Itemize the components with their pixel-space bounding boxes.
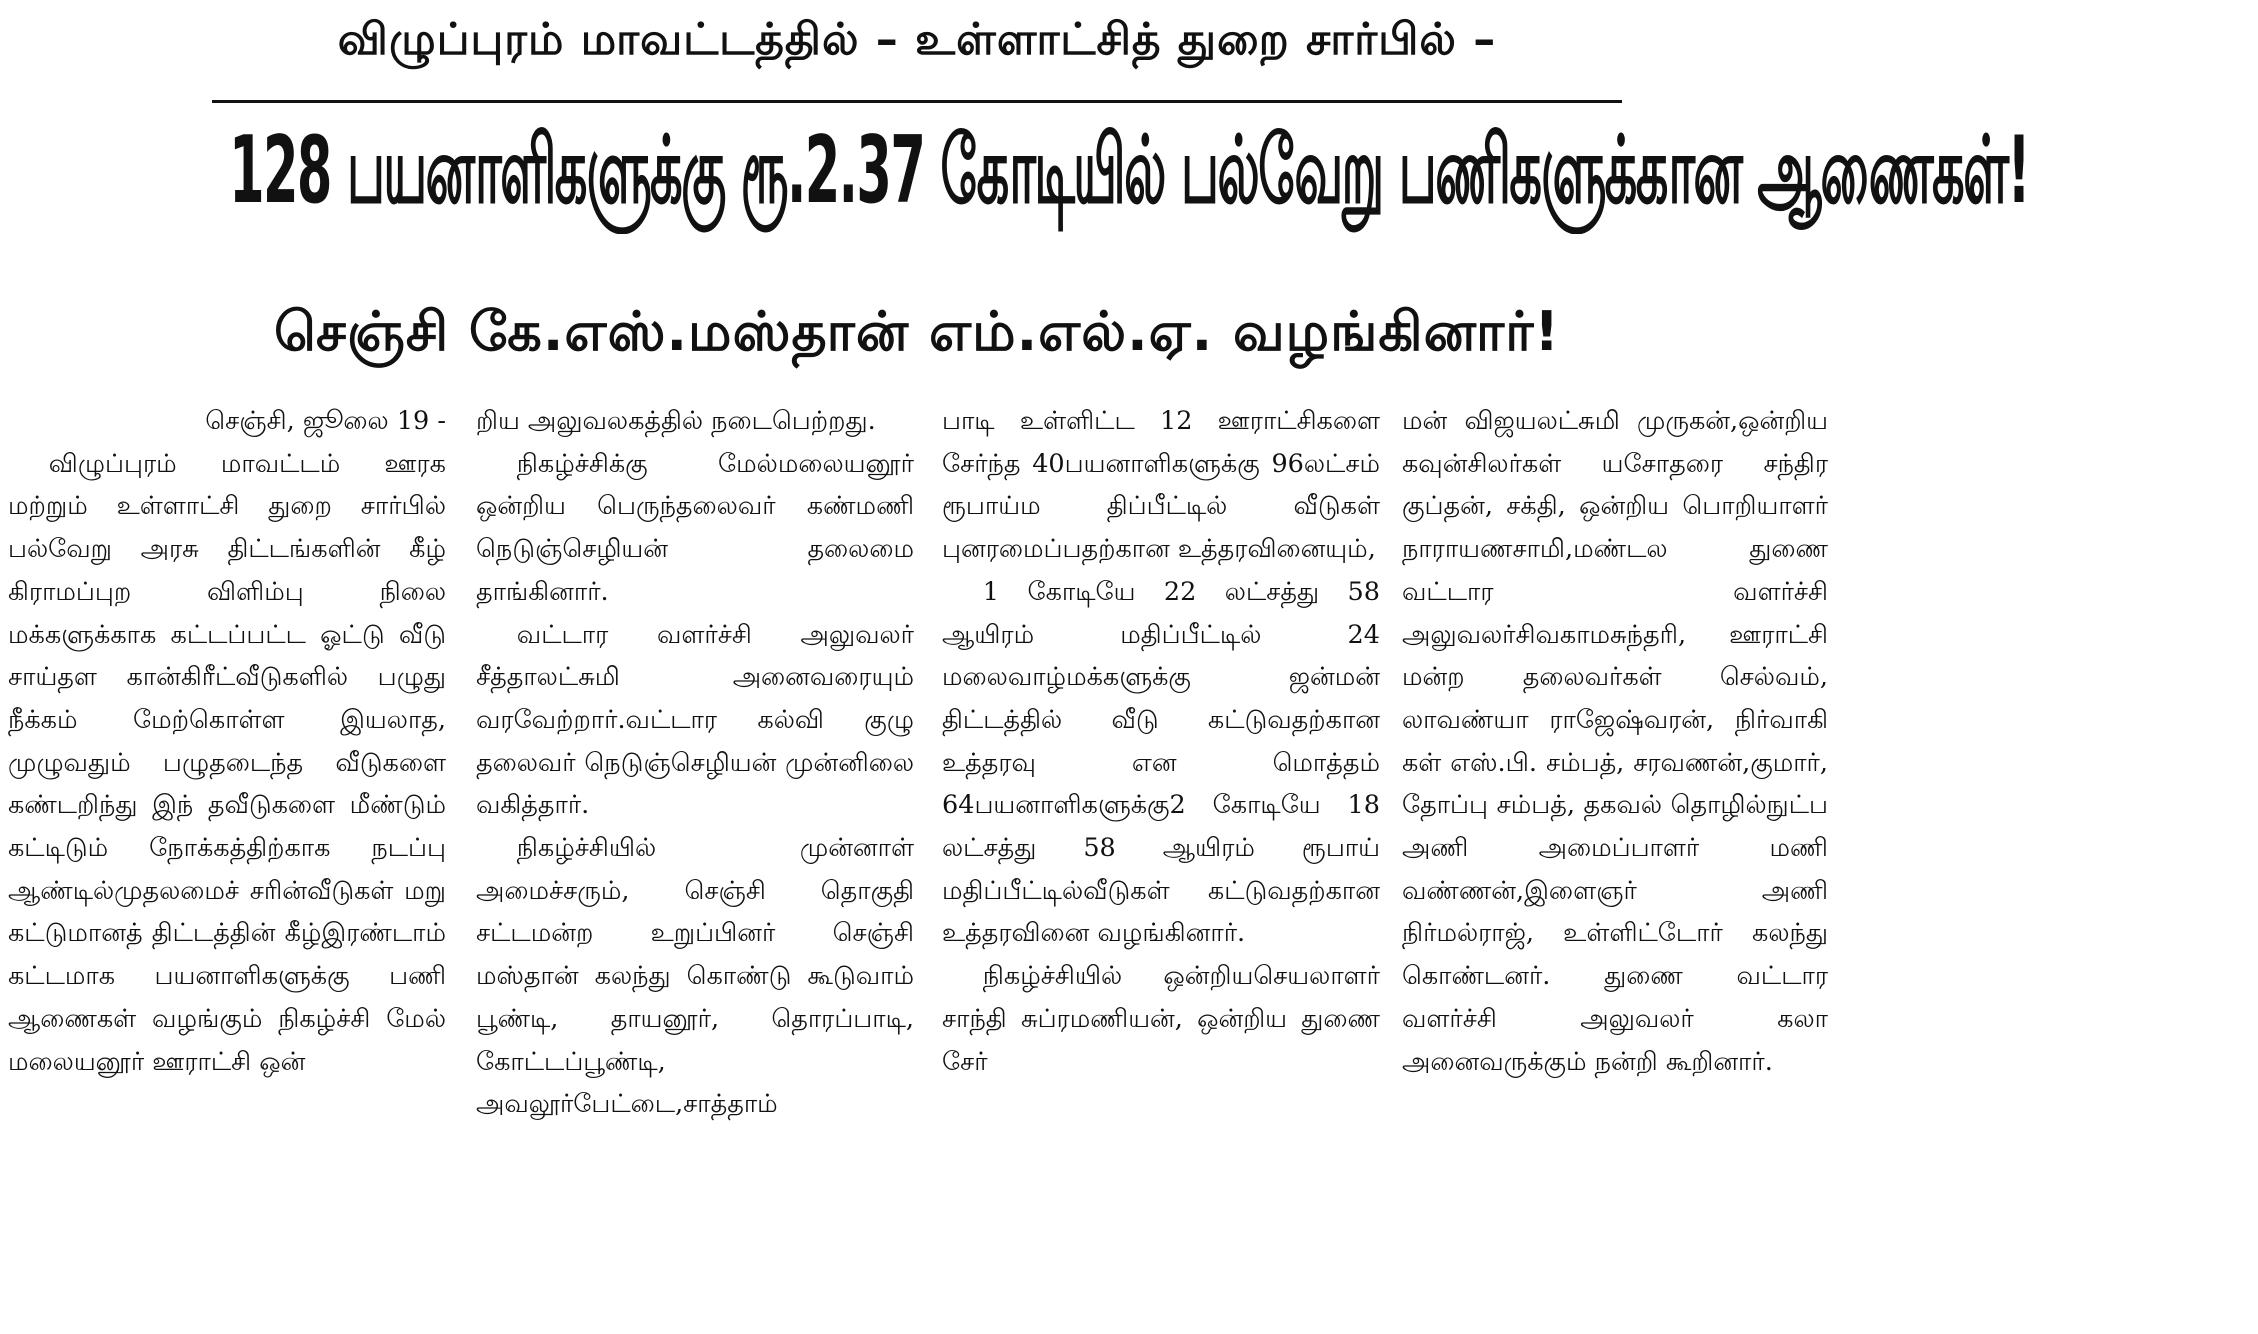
paragraph: வட்டார வளர்ச்சி அலுவலர் சீத்தாலட்சுமி அனைவரையும் வரவேற்றார்.வட்டார கல்வி குழு தலைவர் நெடுஞ்செழியன் முன்னிலை வகித்தார். (476, 619, 914, 821)
article-column-1 (8, 400, 446, 1330)
paragraph: விழுப்புரம் மாவட்டம் ஊரக மற்றும் உள்ளாட்சி துறை சார்பில் பல்வேறு அரசு திட்டங்களின் கீழ் கிராமப்புற விளிம்பு நிலை மக்களுக்காக கட்டப்பட்ட ஓட்டு வீடு சாய்தள கான்கிரீட்வீடுகளில் பழுது நீக்கம் மேற்கொள்ள இயலாத, முழுவதும் பழுதடைந்த வீடுகளை கண்டறிந்து இந் தவீடுகளை மீண்டும் கட்டிடும் நோக்கத்திற்காக நடப்பு ஆண்டில்முதலமைச் சரின்வீடுகள் மறு கட்டுமானத் திட்டத்தின் கீழ்இரண்டாம் கட்டமாக பயனாளிகளுக்கு பணி ஆணைகள் வழங்கும் நிகழ்ச்சி மேல் மலையனூர் ஊராட்சி ஒன் (8, 448, 446, 1077)
dateline: செஞ்சி, ஜூலை 19 - (205, 406, 446, 436)
article-kicker: விழுப்புரம் மாவட்டத்தில் – உள்ளாட்சித் துறை சார்பில் – (337, 14, 1497, 65)
kicker-divider (212, 100, 1622, 103)
paragraph: நிகழ்ச்சியில் ஒன்றியசெயலாளர் சாந்தி சுப்ரமணியன், ஒன்றிய துணை சேர் (942, 961, 1380, 1077)
article-headline: 128 பயனாளிகளுக்கு ரூ.2.37 கோடியில் பல்வேறு பணிகளுக்கான ஆணைகள்! (229, 118, 2030, 226)
paragraph: நிகழ்ச்சிக்கு மேல்மலையனூர் ஒன்றிய பெருந்தலைவர் கண்மணி நெடுஞ்செழியன் தலைமை தாங்கினார். (476, 448, 914, 607)
paragraph: மன் விஜயலட்சுமி முருகன்,ஒன்றிய கவுன்சிலர்கள் யசோதரை சந்திர குப்தன், சக்தி, ஒன்றிய பொறியாளர் நாராயணசாமி,மண்டல துணை வட்டார வளர்ச்சி அலுவலர்சிவகாமசுந்தரி, ஊராட்சி மன்ற தலைவர்கள் செல்வம், லாவண்யா ராஜேஷ்வரன், நிர்வாகி கள் எஸ்.பி. சம்பத், சரவணன்,குமார், தோப்பு சம்பத், தகவல் தொழில்நுட்ப அணி அமைப்பாளர் மணி வண்ணன்,இளைஞர் அணி நிர்மல்ராஜ், உள்ளிட்டோர் கலந்து கொண்டனர். துணை வட்டார வளர்ச்சி அலுவலர் கலா அனைவருக்கும் நன்றி கூறினார். (1402, 406, 1828, 1077)
paragraph: நிகழ்ச்சியில் முன்னாள் அமைச்சரும், செஞ்சி தொகுதி சட்டமன்ற உறுப்பினர் செஞ்சி மஸ்தான் கலந்து கொண்டு கூடுவாம் பூண்டி, தாயனூர், தொரப்பாடி, கோட்டப்பூண்டி, அவலூர்பேட்டை,சாத்தாம் (476, 833, 914, 1120)
article-subhead: செஞ்சி கே.எஸ்.மஸ்தான் எம்.எல்.ஏ. வழங்கினார்! (273, 300, 1561, 363)
article-column-2 (476, 400, 914, 1330)
article-column-3 (942, 400, 1380, 1330)
paragraph: பாடி உள்ளிட்ட 12 ஊராட்சிகளை சேர்ந்த 40பயனாளிகளுக்கு 96லட்சம் ரூபாய்ம திப்பீட்டில் வீடுகள் புனரமைப்பதற்கான உத்தரவினையும், (942, 406, 1380, 565)
article-column-4 (1402, 400, 1828, 1330)
paragraph: றிய அலுவலகத்தில் நடைபெற்றது. (476, 406, 876, 436)
paragraph: 1 கோடியே 22 லட்சத்து 58 ஆயிரம் மதிப்பீட்டில் 24 மலைவாழ்மக்களுக்கு ஜன்மன் திட்டத்தில் வீடு கட்டுவதற்கான உத்தரவு என மொத்தம் 64பயனாளிகளுக்கு2 கோடியே 18 லட்சத்து 58 ஆயிரம் ரூபாய் மதிப்பீட்டில்வீடுகள் கட்டுவதற்கான உத்தரவினை வழங்கினார். (942, 576, 1380, 949)
